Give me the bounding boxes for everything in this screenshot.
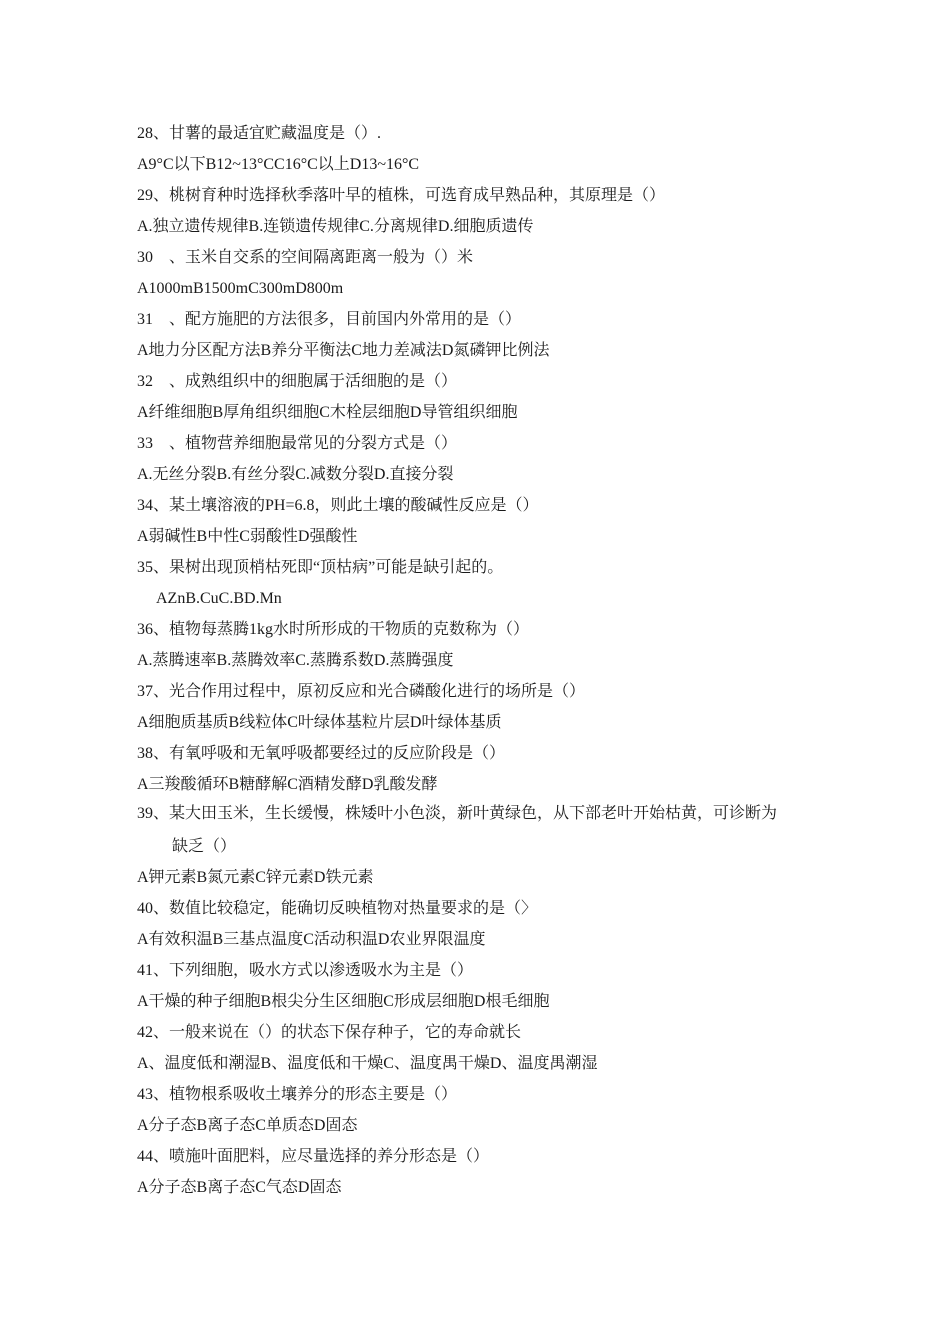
question-36: 36、植物每蒸腾1kg水时所形成的干物质的克数称为（） (137, 621, 530, 638)
question-42: 42、一般来说在（）的状态下保存种子，它的寿命就长 (137, 1024, 522, 1041)
question-30: 30 、玉米自交系的空间隔离距离一般为（）米 (137, 249, 474, 266)
question-29: 29、桃树育种时选择秋季落叶早的植株，可选育成早熟品种，其原理是（） (137, 187, 666, 204)
question-list (137, 121, 817, 1206)
question-41: 41、下列细胞，吸水方式以渗透吸水为主是（） (137, 962, 474, 979)
question-31: 31 、配方施肥的方法很多，目前国内外常用的是（） (137, 311, 522, 328)
options-39: A钾元素B氮元素C锌元素D铁元素 (137, 869, 374, 886)
options-38: A三羧酸循环B糖酵解C酒精发酵D乳酸发酵 (137, 776, 438, 793)
question-35: 35、果树出现顶梢枯死即“顶枯病”可能是缺引起的。 (137, 559, 504, 576)
options-30: A1000mB1500mC300mD800m (137, 280, 344, 297)
options-31: A地力分区配方法B养分平衡法C地力差减法D氮磷钾比例法 (137, 342, 550, 359)
options-28: A9°C以下B12~13°CC16°C以上D13~16°C (137, 156, 420, 173)
question-32: 32 、成熟组织中的细胞属于活细胞的是（） (137, 373, 458, 390)
question-40: 40、数值比较稳定，能确切反映植物对热量要求的是（〉 (137, 900, 538, 917)
options-40: A有效积温B三基点温度C活动积温D农业界限温度 (137, 931, 486, 948)
question-39: 39、某大田玉米，生长缓慢，株矮叶小色淡，新叶黄绿色，从下部老叶开始枯黄，可诊断为 (137, 805, 778, 822)
question-39-continued: 缺乏（） (172, 838, 237, 855)
question-34: 34、某土壤溶液的PH=6.8，则此土壤的酸碱性反应是（） (137, 497, 539, 514)
options-43: A分子态B离子态C单质态D固态 (137, 1117, 358, 1134)
question-38: 38、有氧呼吸和无氧呼吸都要经过的反应阶段是（） (137, 745, 506, 762)
options-36: A.蒸腾速率B.蒸腾效率C.蒸腾系数D.蒸腾强度 (137, 652, 454, 669)
options-32: A纤维细胞B厚角组织细胞C木栓层细胞D导管组织细胞 (137, 404, 518, 421)
options-41: A干燥的种子细胞B根尖分生区细胞C形成层细胞D根毛细胞 (137, 993, 550, 1010)
question-37: 37、光合作用过程中，原初反应和光合磷酸化进行的场所是（） (137, 683, 586, 700)
options-35: AZnB.CuC.BD.Mn (156, 590, 282, 607)
question-33: 33 、植物营养细胞最常见的分裂方式是（） (137, 435, 458, 452)
question-28: 28、甘薯的最适宜贮藏温度是（）. (137, 125, 382, 142)
options-34: A弱碱性B中性C弱酸性D强酸性 (137, 528, 358, 545)
options-42: A、温度低和潮湿B、温度低和干燥C、温度禺干燥D、温度禺潮湿 (137, 1055, 598, 1072)
options-33: A.无丝分裂B.有丝分裂C.减数分裂D.直接分裂 (137, 466, 454, 483)
question-44: 44、喷施叶面肥料，应尽量选择的养分形态是（） (137, 1148, 490, 1165)
options-29: A.独立遗传规律B.连锁遗传规律C.分离规律D.细胞质遗传 (137, 218, 534, 235)
options-37: A细胞质基质B线粒体C叶绿体基粒片层D叶绿体基质 (137, 714, 502, 731)
question-43: 43、植物根系吸收土壤养分的形态主要是（） (137, 1086, 458, 1103)
options-44: A分子态B离子态C气态D固态 (137, 1179, 342, 1196)
